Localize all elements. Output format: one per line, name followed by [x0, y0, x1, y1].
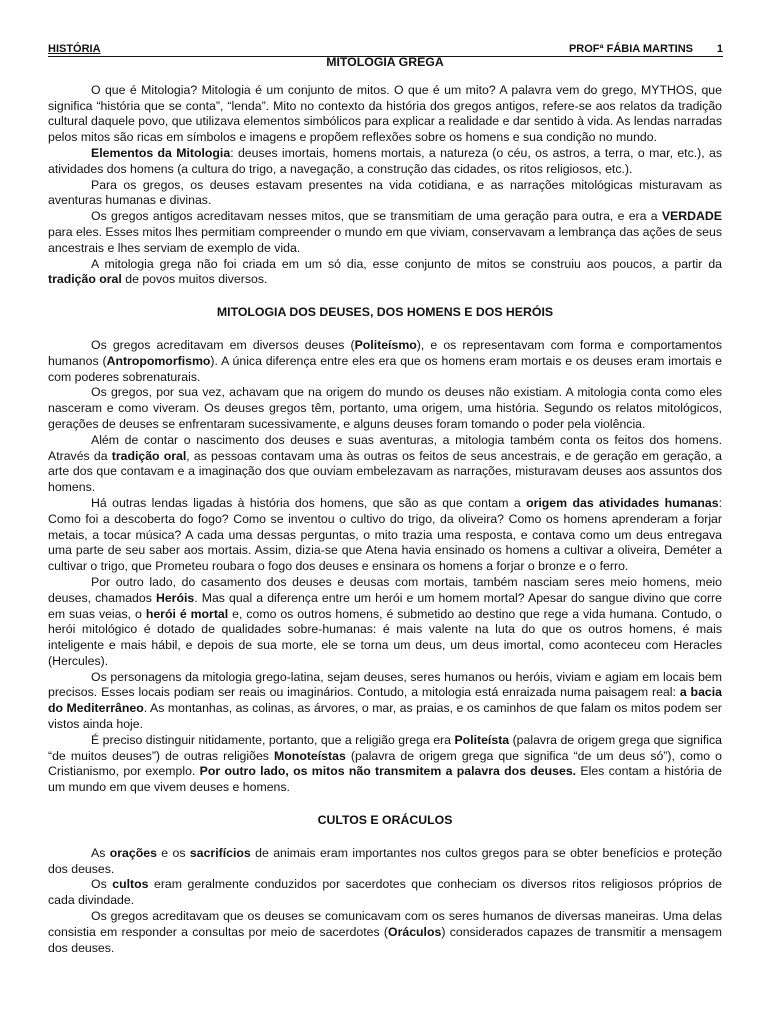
paragraph-polytheism	[48, 338, 722, 385]
paragraph-text: de animais eram importantes nos cultos gregos para se obter benefícios e proteção dos deuses.	[48, 845, 722, 876]
paragraph-what-is-mythology	[48, 83, 722, 146]
paragraph-text: . Mas qual a diferença entre um herói e um homem mortal? Apesar do sangue divino que corre em suas veias, o	[48, 590, 722, 621]
bold-term: origem das atividades humanas	[526, 495, 719, 510]
paragraph-text: e os	[156, 845, 190, 860]
bold-term: Politeísta	[454, 732, 510, 747]
paragraph-mediterranean	[48, 670, 722, 733]
bold-term: cultos	[112, 877, 149, 892]
paragraph-text: As	[91, 845, 110, 860]
paragraph-text: O que é Mitologia? Mitologia é um conjunto de mitos. O que é um mito? A palavra vem do grego, MYTHOS, que significa “história que se conta”, “lenda”. Mito no contexto da história dos gregos antigos, refere-se aos relatos da tradição cultural daquele povo, que utilizava elementos simbólicos para explicar a realidade e dar sentido à vida. As lendas narradas pelos mitos são ricas em símbolos e imagens e propõem reflexões sobre os homens e sua condição no mundo.	[48, 82, 722, 145]
bold-term: Antropomorfismo	[106, 353, 211, 368]
section-heading-cults-oracles: CULTOS E ORÁCULOS	[317, 813, 453, 828]
bold-term: sacrifícios	[189, 845, 251, 860]
paragraph-oracles	[48, 909, 722, 956]
bold-term: Monoteístas	[274, 748, 346, 763]
paragraph-text: Os personagens da mitologia grego-latina, sejam deuses, seres humanos ou heróis, viviam e agiam em locais bem precisos. Esses locais podiam ser reais ou imaginários. Contudo, a mitologia está enraizada numa paisagem real:	[48, 669, 722, 700]
paragraph-text: Os gregos acreditavam em diversos deuses (	[91, 337, 355, 352]
paragraph-truth	[48, 209, 722, 256]
paragraph-text: Por outro lado, do casamento dos deuses e deusas com mortais, também nasciam seres meio homens, meio deuses, chamados	[48, 574, 722, 605]
paragraph-text: Para os gregos, os deuses estavam presentes na vida cotidiana, e as narrações mitológicas misturavam as aventuras humanas e divinas.	[48, 177, 722, 208]
paragraph-text: É preciso distinguir nitidamente, portanto, que a religião grega era	[91, 732, 455, 747]
bold-term: Oráculos	[388, 924, 442, 939]
page-number: 1	[716, 43, 723, 55]
paragraph-cults	[48, 877, 722, 909]
paragraph-oral-tradition	[48, 257, 722, 289]
paragraph-text: Os gregos, por sua vez, achavam que na origem do mundo os deuses não existiam. A mitologia conta como eles nasceram e como viveram. Os deuses gregos têm, portanto, uma origem, uma história. Segundo os relatos mitológicos, gerações de deuses se enfrentaram sucessivamente, e alguns deuses foram tomando o poder pela violência.	[48, 385, 722, 431]
paragraph-text: Os	[91, 877, 113, 892]
bold-term: orações	[109, 845, 157, 860]
bold-term: Heróis	[155, 590, 195, 605]
bold-term: Elementos da Mitologia	[91, 145, 231, 160]
paragraph-deeds-of-men	[48, 433, 722, 496]
paragraph-text: . As montanhas, as colinas, as árvores, o mar, as praias, e os caminhos de que falam os mitos podem ser vistos ainda hoje.	[48, 701, 723, 732]
paragraph-text: (palavra de origem grega que significa “de um deus só”), como o Cristianismo, por exemplo.	[48, 748, 723, 779]
document-title: MITOLOGIA GREGA	[326, 55, 444, 69]
paragraph-text: Além de contar o nascimento dos deuses e suas aventuras, a mitologia também conta os feitos dos homens. Através da	[48, 432, 722, 463]
bold-term: tradição oral	[111, 448, 187, 463]
paragraph-polytheist-vs-monotheist	[48, 733, 722, 796]
bold-term: a bacia do Mediterrâneo	[48, 685, 722, 716]
paragraph-text: (palavra de origem grega que significa “de muitos deuses”) de outras religiões	[48, 732, 722, 763]
bold-term: VERDADE	[661, 209, 722, 224]
paragraph-text: , as pessoas contavam uma às outras os feitos de seus ancestrais, e de geração em geração, a arte dos que contavam e a imaginação dos que ouviam embelezavam as narrações, misturavam deuses aos assuntos dos homens.	[48, 448, 723, 495]
document-body	[48, 55, 722, 956]
paragraph-origin-of-gods	[48, 385, 722, 432]
paragraph-text: A mitologia grega não foi criada em um só dia, esse conjunto de mitos se construiu aos poucos, a partir da	[91, 256, 722, 271]
paragraph-elements	[48, 146, 722, 178]
paragraph-text: Há outras lendas ligadas à história dos homens, que são as que contam a	[91, 495, 527, 510]
paragraph-heroes	[48, 575, 722, 670]
paragraph-text: e, como os outros homens, é submetido ao destino que rege a vida humana. Contudo, o herói mitológico é dotado de qualidades sobre-humanas: é mais valente na luta do que os outros homens, é mais inteligente e mais hábil, e depois de sua morte, ele se torna um deus, um deus imortal, como aconteceu com Heracles (Hercules).	[48, 606, 722, 668]
paragraph-text: eram geralmente conduzidos por sacerdotes que conheciam os diversos ritos religiosos próprios de cada divindade.	[48, 877, 723, 908]
paragraph-text: Eles contam a história de um mundo em que vivem deuses e homens.	[48, 764, 723, 795]
paragraph-text: ) considerados capazes de transmitir a mensagem dos deuses.	[48, 924, 722, 955]
paragraph-text: ), e os representavam com forma e comportamentos humanos (	[48, 337, 722, 368]
bold-term: tradição oral	[48, 272, 122, 287]
bold-term: Politeísmo	[354, 337, 417, 352]
bold-term: Por outro lado, os mitos não transmitem a palavra dos deuses.	[199, 764, 577, 779]
header-teacher: PROFª FÁBIA MARTINS	[568, 43, 693, 55]
header-subject: HISTÓRIA	[48, 43, 101, 55]
paragraph-text: Os gregos antigos acreditavam nesses mitos, que se transmitiam de uma geração para outra, e era a	[91, 209, 662, 224]
paragraph-gods-daily-life	[48, 178, 722, 210]
paragraph-prayers-sacrifices	[48, 846, 722, 878]
paragraph-text: de povos muitos diversos.	[121, 272, 268, 287]
paragraph-human-activities	[48, 496, 722, 575]
paragraph-text: : Como foi a descoberta do fogo? Como se inventou o cultivo do trigo, da oliveira? Como os homens aprenderam a forjar metais, a tocar música? A cada uma dessas perguntas, o mito trazia uma resposta, e contava como um deus entregava uma parte de seu saber aos mortais. Assim, dizia-se que Atena havia ensinado os homens a cultivar a oliveira, Deméter a cultivar o trigo, que Prometeu roubara o fogo dos deuses e ensinara os homens a forjar o bronze e o ferro.	[48, 495, 722, 574]
paragraph-text: ). A única diferença entre eles era que os homens eram mortais e os deuses eram imortais e com poderes sobrenaturais.	[48, 353, 722, 384]
paragraph-text: Os gregos acreditavam que os deuses se comunicavam com os seres humanos de diversas maneiras. Uma delas consistia em responder a consultas por meio de sacerdotes (	[48, 909, 722, 939]
bold-term: herói é mortal	[145, 606, 229, 621]
paragraph-text: : deuses imortais, homens mortais, a natureza (o céu, os astros, a terra, o mar, etc.), as atividades dos homens (a cultura do trigo, a navegação, a construção das cidades, os ritos religiosos, etc.).	[48, 145, 722, 176]
paragraph-text: para eles. Esses mitos lhes permitiam compreender o mundo em que viviam, conservavam a lembrança das ações de seus ancestrais e lhes serviam de exemplo de vida.	[48, 224, 722, 255]
section-heading-gods-men-heroes: MITOLOGIA DOS DEUSES, DOS HOMENS E DOS HERÓIS	[216, 305, 554, 320]
